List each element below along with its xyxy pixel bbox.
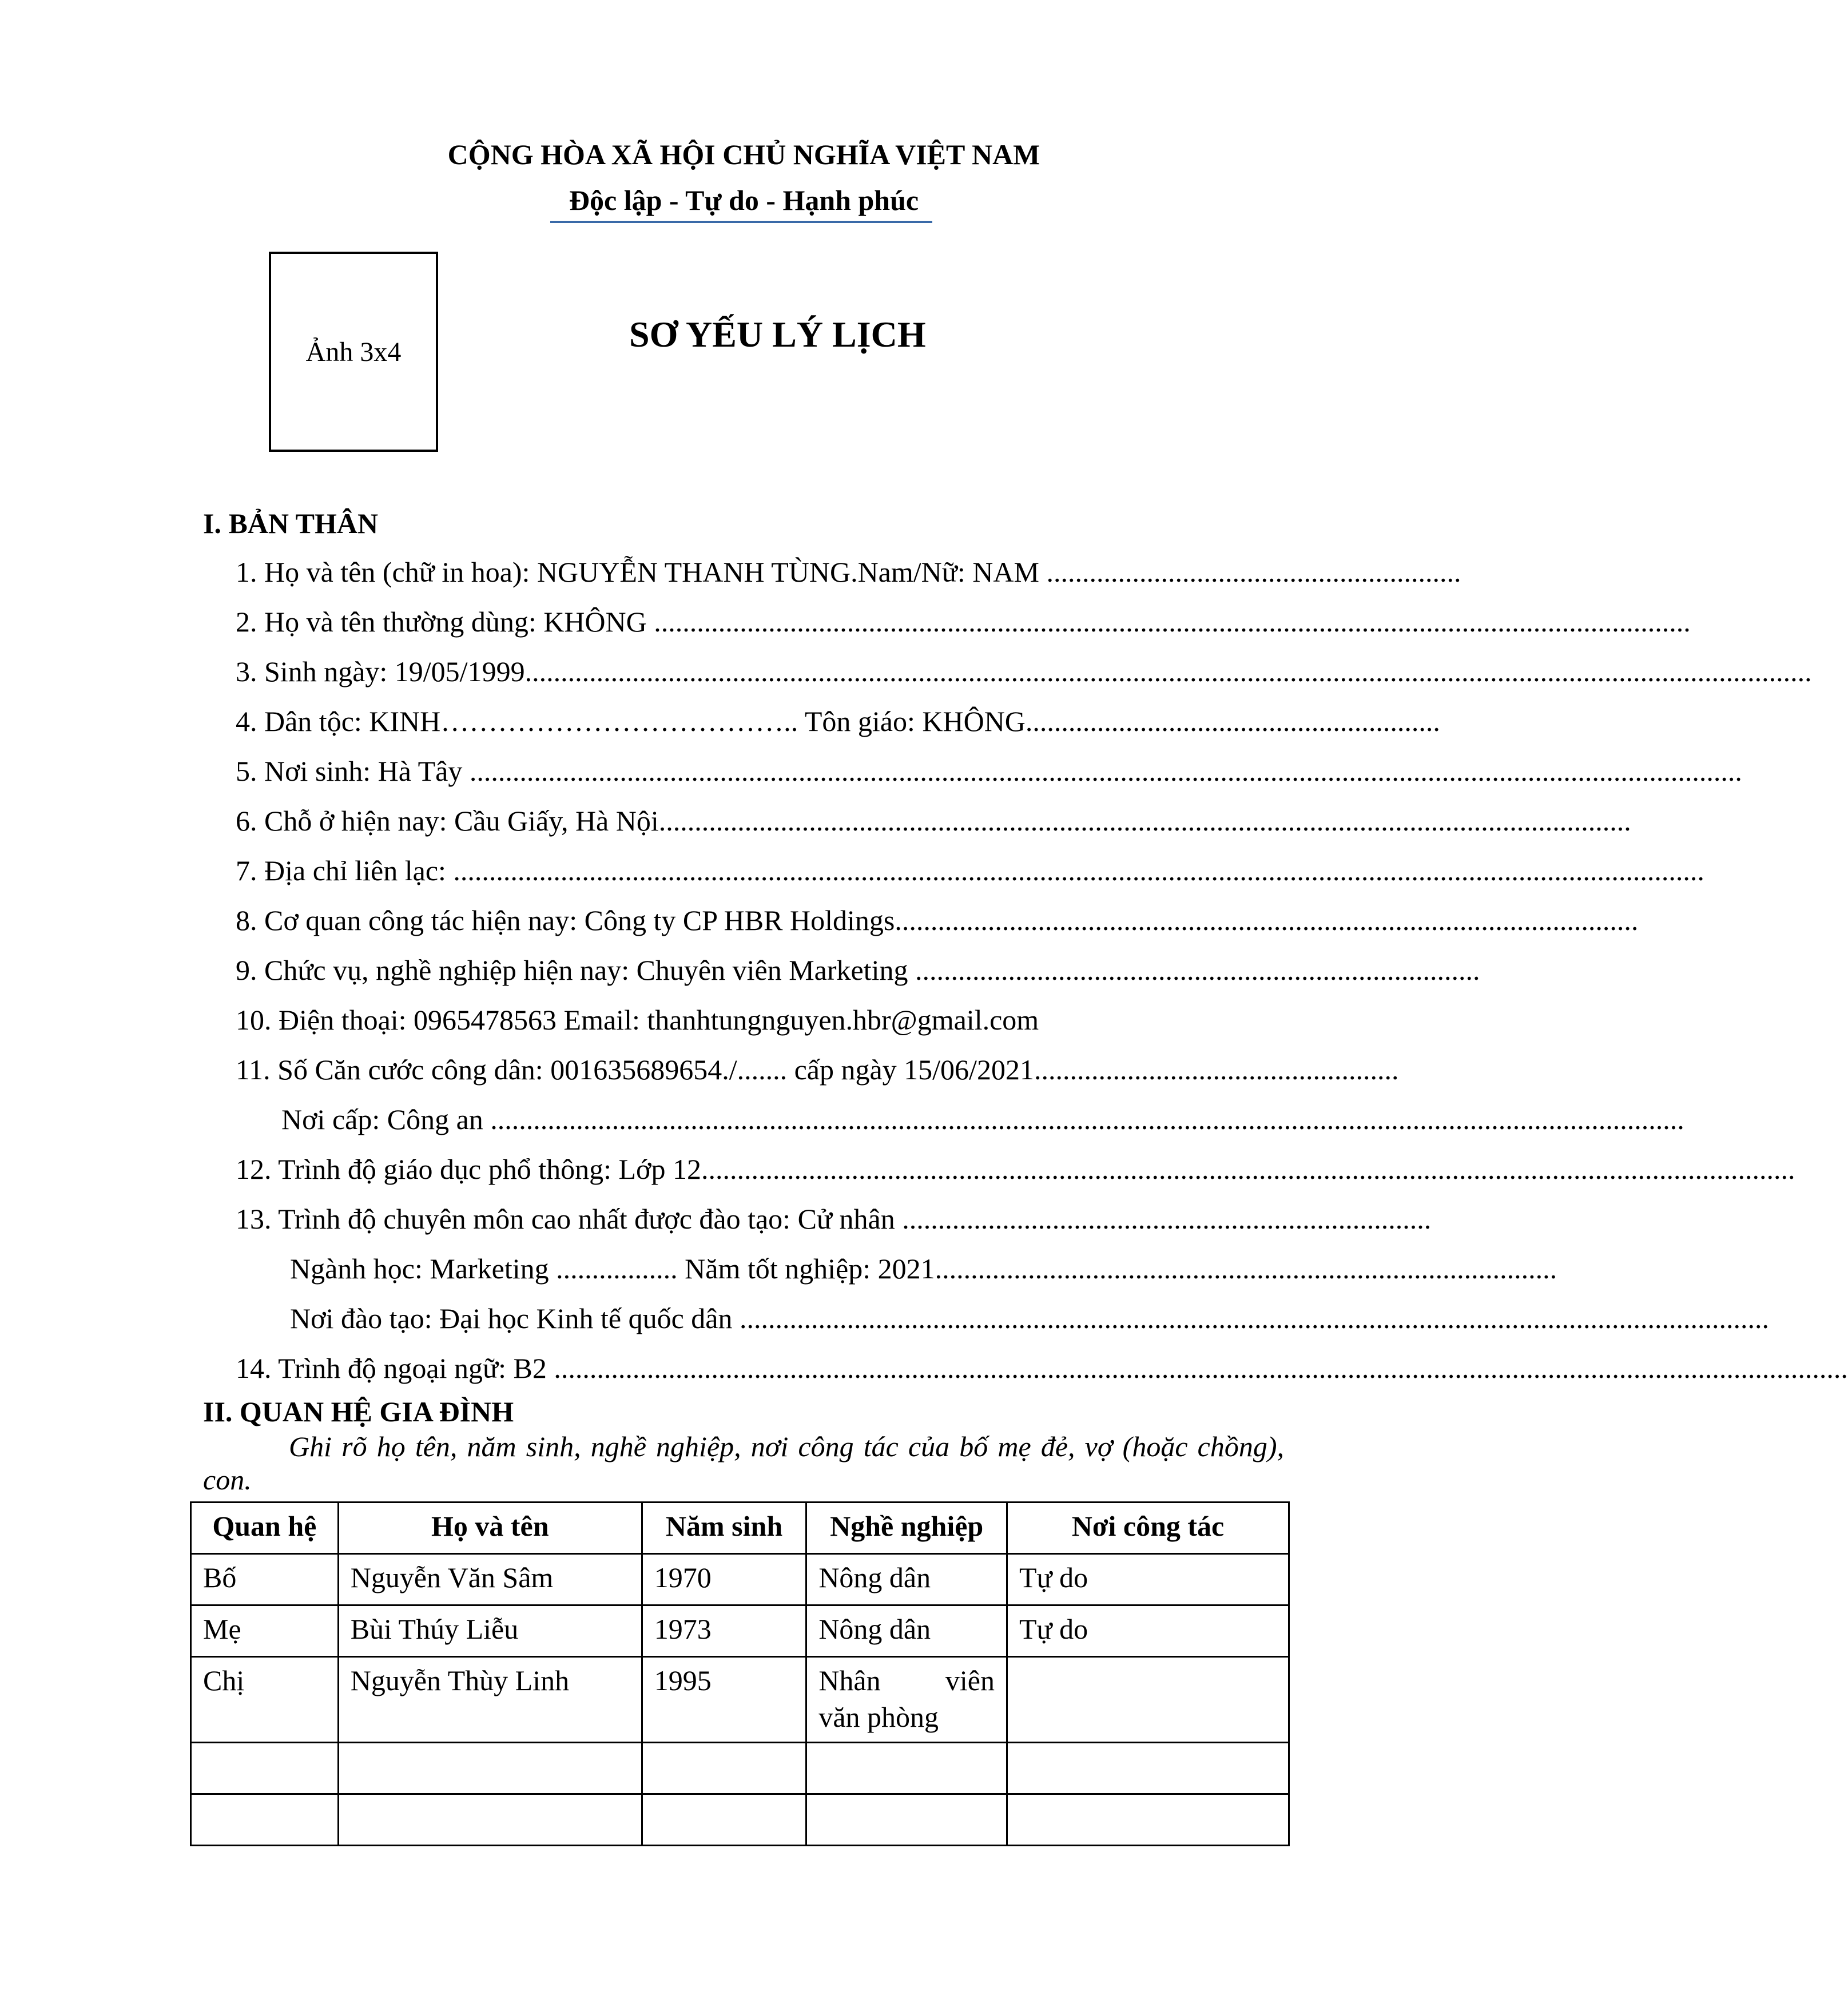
field-id-number: 11. Số Căn cước công dân: 001635689654./....... cấp ngày 15/06/2021...................................................	[236, 1054, 1399, 1086]
motto-underline	[550, 221, 932, 223]
cell-workplace: Tự do	[1007, 1605, 1289, 1657]
country-header: CỘNG HÒA XÃ HỘI CHỦ NGHĨA VIỆT NAM	[447, 138, 1040, 170]
table-header-row	[191, 1503, 1289, 1554]
field-position: 9. Chức vụ, nghề nghiệp hiện nay: Chuyên viên Marketing ...............................................................................	[236, 954, 1480, 986]
field-full-name: 1. Họ và tên (chữ in hoa): NGUYỄN THANH TÙNG.Nam/Nữ: NAM ..........................................................	[236, 556, 1461, 588]
field-birth-place: 5. Nơi sinh: Hà Tây ..................................................................................................................................................................................	[236, 755, 1742, 787]
field-birth-date: 3. Sinh ngày: 19/05/1999....................................................................................................................................................................................	[236, 655, 1812, 687]
table-row	[191, 1657, 1289, 1743]
cell-occupation: Nhân viên văn phòng	[806, 1657, 1007, 1743]
field-highest-degree: 13. Trình độ chuyên môn cao nhất được đào tạo: Cử nhân ..........................................................................	[236, 1203, 1432, 1235]
col-full-name: Họ và tên	[338, 1503, 642, 1554]
document-title: SƠ YẾU LÝ LỊCH	[629, 314, 926, 355]
field-contact-address: 7. Địa chỉ liên lạc: ...............................................................................................................................................................................	[236, 855, 1704, 887]
cell-full-name: Nguyễn Văn Sâm	[338, 1554, 642, 1605]
field-general-education: 12. Trình độ giáo dục phổ thông: Lớp 12.........................................................................................................................................................	[236, 1153, 1795, 1185]
cell-relation	[191, 1794, 339, 1846]
cell-occupation	[806, 1794, 1007, 1846]
table-row	[191, 1605, 1289, 1657]
cell-workplace	[1007, 1794, 1289, 1846]
field-ethnicity-religion: 4. Dân tộc: KINH……………………………….. Tôn giáo: KHÔNG..........................................................	[236, 705, 1440, 737]
photo-label: Ảnh 3x4	[305, 336, 402, 367]
field-workplace: 8. Cơ quan công tác hiện nay: Công ty CP HBR Holdings........................................................................................................	[236, 904, 1639, 936]
field-id-issuer: Nơi cấp: Công an .......................................................................................................................................................................	[281, 1103, 1684, 1135]
field-phone-email: 10. Điện thoại: 0965478563 Email: thanhtungnguyen.hbr@gmail.com	[236, 1004, 1039, 1036]
cell-relation: Mẹ	[191, 1605, 339, 1657]
motto-header: Độc lập - Tự do - Hạnh phúc	[569, 184, 919, 216]
table-row	[191, 1743, 1289, 1794]
col-occupation: Nghề nghiệp	[806, 1503, 1007, 1554]
family-table	[190, 1501, 1290, 1846]
cell-relation: Bố	[191, 1554, 339, 1605]
cell-full-name: Bùi Thúy Liễu	[338, 1605, 642, 1657]
field-current-residence: 6. Chỗ ở hiện nay: Cầu Giấy, Hà Nội........................................................................................................................................	[236, 805, 1631, 837]
cell-workplace: Tự do	[1007, 1554, 1289, 1605]
section-1-heading: I. BẢN THÂN	[203, 507, 379, 539]
cell-relation: Chị	[191, 1657, 339, 1743]
cell-birth-year: 1973	[642, 1605, 806, 1657]
col-relation: Quan hệ	[191, 1503, 339, 1554]
section-2-heading: II. QUAN HỆ GIA ĐÌNH	[203, 1396, 514, 1428]
family-note: Ghi rõ họ tên, năm sinh, nghề nghiệp, nơi công tác của bố mẹ đẻ, vợ (hoặc chồng), con.	[203, 1430, 1284, 1496]
cell-birth-year: 1995	[642, 1657, 806, 1743]
field-common-name: 2. Họ và tên thường dùng: KHÔNG .................................................................................................................................................	[236, 606, 1691, 638]
photo-placeholder	[269, 252, 438, 452]
table-row	[191, 1554, 1289, 1605]
cell-workplace	[1007, 1743, 1289, 1794]
cell-full-name	[338, 1794, 642, 1846]
cell-birth-year	[642, 1743, 806, 1794]
col-workplace: Nơi công tác	[1007, 1503, 1289, 1554]
field-school: Nơi đào tạo: Đại học Kinh tế quốc dân ................................................................................................................................................	[290, 1302, 1769, 1334]
cell-workplace	[1007, 1657, 1289, 1743]
field-major-graduation: Ngành học: Marketing ................. Năm tốt nghiệp: 2021.......................................................................................	[290, 1253, 1557, 1285]
cell-full-name: Nguyễn Thùy Linh	[338, 1657, 642, 1743]
cell-occupation: Nông dân	[806, 1605, 1007, 1657]
cell-occupation: Nông dân	[806, 1554, 1007, 1605]
cell-birth-year	[642, 1794, 806, 1846]
cell-relation	[191, 1743, 339, 1794]
cell-birth-year: 1970	[642, 1554, 806, 1605]
field-foreign-language: 14. Trình độ ngoại ngữ: B2 .....................................................................................................................................................................................	[236, 1352, 1848, 1384]
col-birth-year: Năm sinh	[642, 1503, 806, 1554]
table-row	[191, 1794, 1289, 1846]
cell-occupation	[806, 1743, 1007, 1794]
cell-full-name	[338, 1743, 642, 1794]
